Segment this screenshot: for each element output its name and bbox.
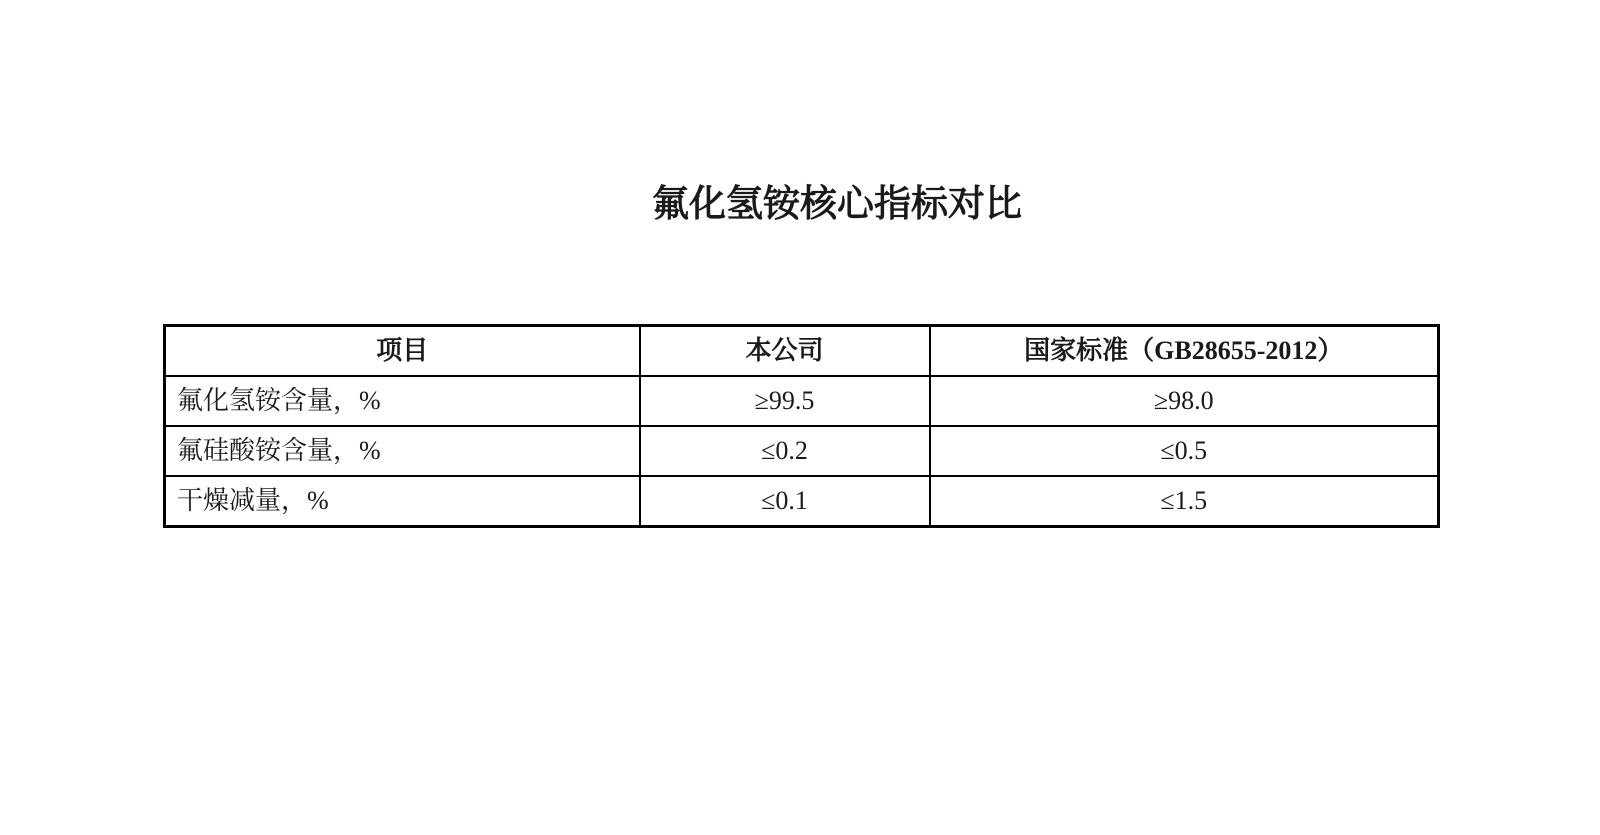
row-company-value: ≤0.1 (640, 476, 930, 527)
row-item-label: 氟化氢铵含量，% (165, 376, 640, 426)
row-item-label: 干燥减量，% (165, 476, 640, 527)
table-header-row (165, 326, 1439, 377)
document-title: 氟化氢铵核心指标对比 (652, 184, 1022, 225)
table-row (165, 476, 1439, 527)
column-header-national-standard: 国家标准（GB28655-2012） (930, 326, 1439, 377)
row-standard-value: ≥98.0 (930, 376, 1439, 426)
row-item-label: 氟硅酸铵含量，% (165, 426, 640, 476)
comparison-table (163, 324, 1440, 528)
column-header-company: 本公司 (640, 326, 930, 377)
row-standard-value: ≤1.5 (930, 476, 1439, 527)
row-company-value: ≤0.2 (640, 426, 930, 476)
table-row (165, 426, 1439, 476)
table-row (165, 376, 1439, 426)
row-company-value: ≥99.5 (640, 376, 930, 426)
column-header-item: 项目 (165, 326, 640, 377)
row-standard-value: ≤0.5 (930, 426, 1439, 476)
